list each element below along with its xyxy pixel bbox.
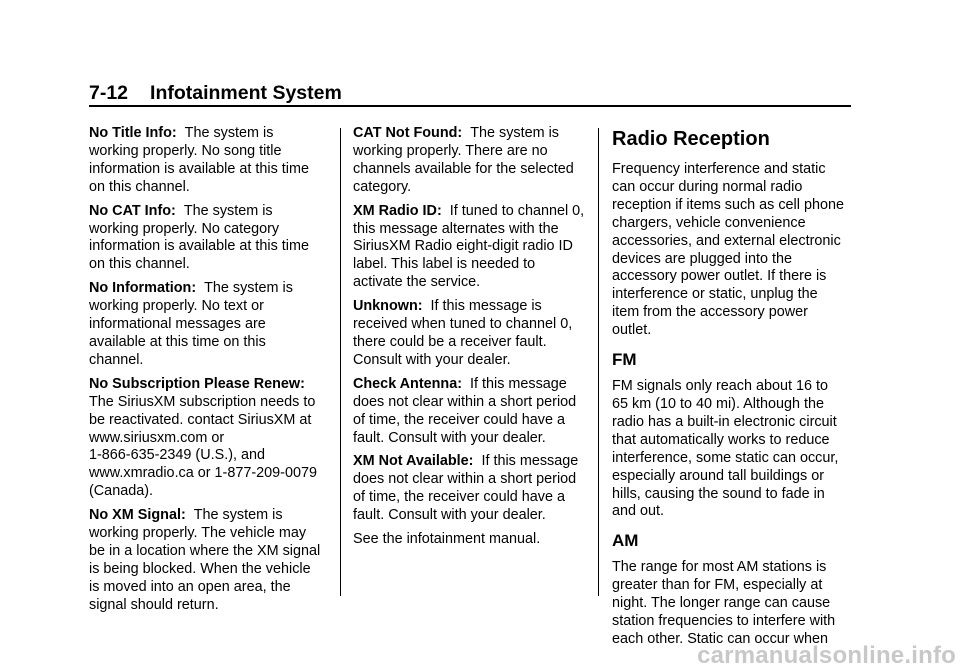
header-title xyxy=(89,82,342,105)
column-3 xyxy=(612,125,852,655)
entry-term: Unknown: xyxy=(353,298,423,315)
entry-term: No Title Info: xyxy=(89,125,177,141)
entry-text: The system is working properly. The vehicle may be in a location where the XM signal is being blocked. When the vehicle is moved into an open area, the signal should return. xyxy=(89,507,321,613)
radio-reception-intro: Frequency interference and static can occur during normal radio reception if items such as cell phone chargers, vehicle convenience accessories, and external electronic devices are plugged into the accessory power outlet. If there is interference or static, unplug the item from the accessory power outlet. xyxy=(612,161,844,339)
message-entry-xm-radio-id xyxy=(353,203,593,293)
entry-text: The system is working properly. No category information is available at this time on this channel. xyxy=(89,202,309,273)
entry-text: If this message does not clear within a short period of time, the receiver could have a fault. Consult with your dealer. xyxy=(353,375,577,446)
entry-term: XM Not Available: xyxy=(353,453,474,470)
fm-paragraph: FM signals only reach about 16 to 65 km (10 to 40 mi). Although the radio has a built-in electronic circuit that automatically works to reduce interference, some static can occur, especially around tall buildings or hills, causing the sound to fade in and out. xyxy=(612,378,839,520)
radio-reception-heading: Radio Reception xyxy=(612,128,770,150)
fm-heading: FM xyxy=(612,350,637,370)
message-entry-no-subscription xyxy=(89,376,334,501)
message-entry-unknown xyxy=(353,298,593,370)
entry-term: No XM Signal: xyxy=(89,507,186,524)
am-heading: AM xyxy=(612,531,639,551)
entry-term: XM Radio ID: xyxy=(353,202,442,219)
entry-term: Check Antenna: xyxy=(353,375,463,392)
message-entry-no-title-info xyxy=(89,125,334,197)
am-paragraph: The range for most AM stations is greater than for FM, especially at night. The longer range can cause station frequencies to interfere with each other. Static can occur when xyxy=(612,559,836,647)
page-header xyxy=(89,76,851,107)
column-1 xyxy=(89,125,334,621)
entry-text: The system is working properly. No song title information is available at this time on this channel. xyxy=(89,125,309,195)
closing-note: See the infotainment manual. xyxy=(353,531,541,548)
entry-term: No CAT Info: xyxy=(89,202,176,219)
message-entry-no-cat-info xyxy=(89,203,334,275)
header-rule xyxy=(89,105,851,107)
column-2 xyxy=(353,125,593,555)
entry-text: If tuned to channel 0, this message alternates with the SiriusXM Radio eight-digit radio ID label. This label is needed to activate the service. xyxy=(353,202,585,291)
column-divider-1 xyxy=(340,128,341,596)
entry-text: The system is working properly. No text or informational messages are available at this time on this channel. xyxy=(89,280,293,368)
entry-text: If this message does not clear within a short period of time, the receiver could have a fault. Consult with your dealer. xyxy=(353,453,579,524)
message-entry-check-antenna xyxy=(353,376,593,448)
message-entry-no-xm-signal xyxy=(89,507,334,614)
message-entry-xm-not-available xyxy=(353,453,593,525)
entry-text: The system is working properly. There are no channels available for the selected category. xyxy=(353,125,574,195)
watermark: carmanualsonline.info xyxy=(697,642,956,669)
page-number: 7-12 xyxy=(89,82,129,104)
message-entry-no-information xyxy=(89,280,334,370)
column-divider-2 xyxy=(598,128,599,596)
entry-text: The SiriusXM subscription needs to be reactivated. contact SiriusXM at www.siriusxm.com or 1-866-635-2349 (U.S.), and www.xmradio.ca or 1-877-209-0079 (Canada). xyxy=(89,393,317,500)
entry-text: If this message is received when tuned to channel 0, there could be a receiver fault. Consult with your dealer. xyxy=(353,298,573,368)
entry-term: No Subscription Please Renew: xyxy=(89,375,305,392)
section-title: Infotainment System xyxy=(150,82,342,104)
message-entry-cat-not-found xyxy=(353,125,593,197)
entry-term: CAT Not Found: xyxy=(353,125,463,141)
entry-term: No Information: xyxy=(89,280,197,297)
